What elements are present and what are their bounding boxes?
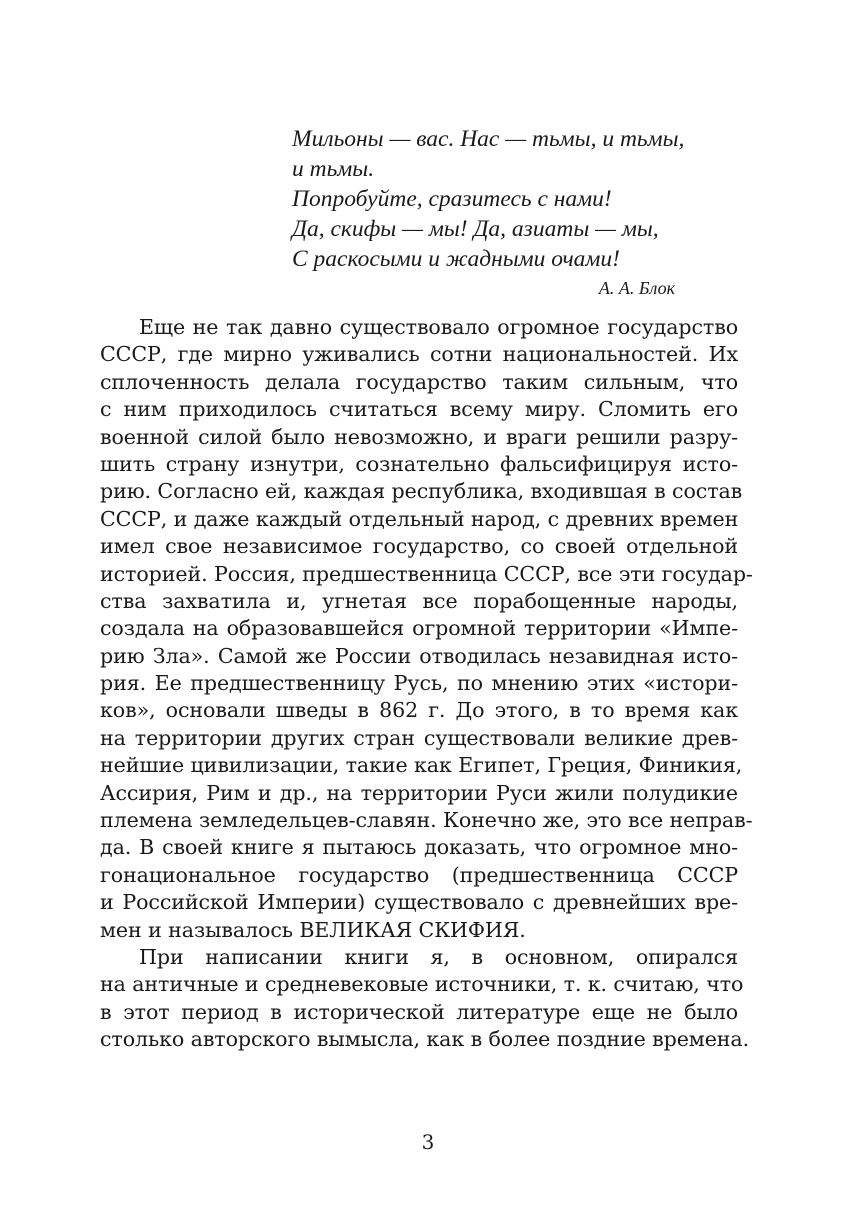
text-line: гонациональное государство (предшественница СССР — [100, 862, 738, 887]
text-line: на территории других стран существовали великие древ- — [100, 725, 738, 750]
text-line: да. В своей книге я пытаюсь доказать, что огромное мно- — [100, 835, 738, 860]
text-line: имел свое независимое государство, со своей отдельной — [100, 534, 738, 559]
text-line: с ним приходилось считаться всему миру. Сломить его — [100, 397, 738, 422]
text-line: столько авторского вымысла, как в более поздние времена. — [100, 1027, 750, 1052]
text-line: племена земледельцев-славян. Конечно же, это все неправ- — [100, 808, 753, 833]
text-line: рия. Ее предшественницу Русь, по мнению этих «истори- — [100, 671, 738, 696]
paragraph-2 — [100, 944, 750, 1054]
text-line: историей. Россия, предшественница СССР, все эти государ- — [100, 561, 753, 586]
text-line: шить страну изнутри, сознательно фальсифицируя исто- — [100, 451, 738, 476]
text-line: сплоченность делала государство таким сильным, что — [100, 369, 738, 394]
paragraph-1 — [100, 314, 753, 944]
text-line: военной силой было невозможно, и враги решили разру- — [100, 424, 738, 449]
page-number: 3 — [421, 1130, 435, 1154]
epigraph-line: Попробуйте, сразитесь с нами! — [292, 186, 612, 212]
body-text — [100, 314, 753, 1054]
text-line: в этот период в исторической литературе еще не было — [100, 999, 738, 1024]
text-line: При написании книги я, в основном, опирался — [139, 944, 738, 969]
text-line: Ассирия, Рим и др., на территории Руси жили полудикие — [100, 780, 738, 805]
epigraph-line: С раскосыми и жадными очами! — [292, 246, 620, 272]
text-line: мен и называлось ВЕЛИКАЯ СКИФИЯ. — [100, 917, 526, 942]
text-line: создала на образовавшейся огромной территории «Импе- — [100, 616, 738, 641]
text-line: СССР, где мирно уживались сотни национальностей. Их — [100, 342, 738, 367]
text-line: ства захватила и, угнетая все порабощенные народы, — [100, 588, 738, 613]
epigraph-author: А. А. Блок — [598, 278, 675, 298]
text-line: на античные и средневековые источники, т. к. считаю, что — [100, 972, 744, 997]
text-line: рию Зла». Самой же России отводилась незавидная исто- — [100, 643, 738, 668]
text-line: ков», основали шведы в 862 г. До этого, в то время как — [100, 698, 738, 723]
text-line: Еще не так давно существовало огромное государство — [139, 315, 738, 339]
text-line: рию. Согласно ей, каждая республика, входившая в состав — [100, 479, 743, 504]
epigraph-line: Мильоны — вас. Нас — тьмы, и тьмы, — [292, 126, 685, 152]
text-line: нейшие цивилизации, такие как Египет, Греция, Финикия, — [100, 753, 743, 778]
epigraph-line: и тьмы. — [292, 156, 375, 182]
text-line: и Российской Империи) существовало с древнейших вре- — [100, 890, 738, 915]
epigraph — [292, 124, 712, 300]
epigraph-line: Да, скифы — мы! Да, азиаты — мы, — [292, 216, 659, 242]
text-line: СССР, и даже каждый отдельный народ, с древних времен — [100, 506, 739, 531]
